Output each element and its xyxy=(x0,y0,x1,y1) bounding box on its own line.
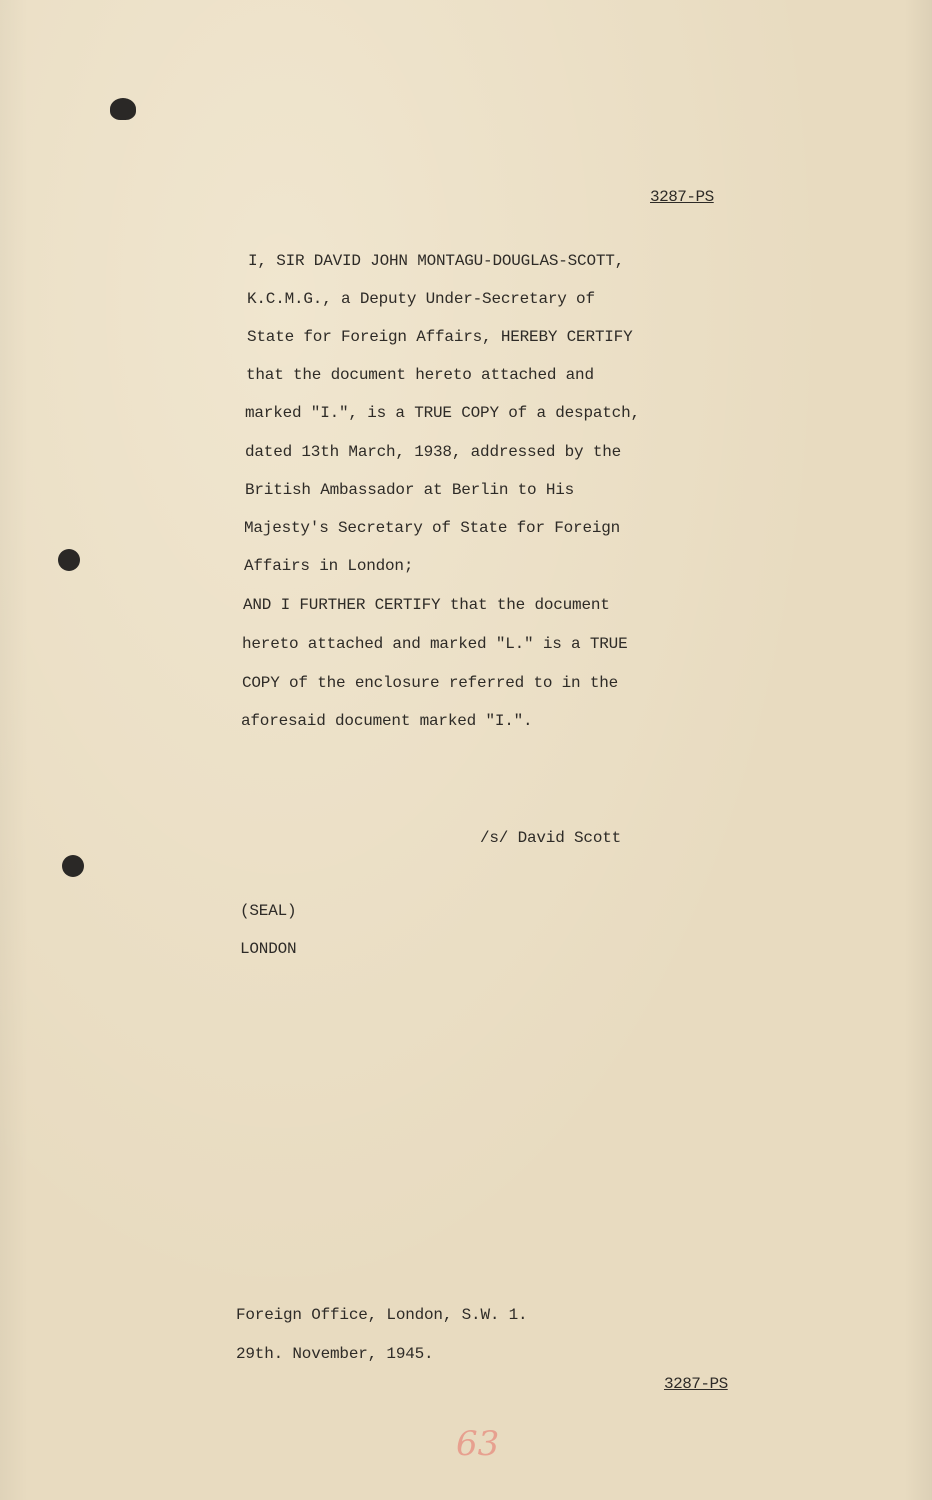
body-line: AND I FURTHER CERTIFY that the document xyxy=(243,596,610,614)
footer-address: Foreign Office, London, S.W. 1. xyxy=(236,1306,528,1324)
body-line: COPY of the enclosure referred to in the xyxy=(242,674,619,692)
body-line: marked "I.", is a TRUE COPY of a despatch, xyxy=(245,404,640,422)
body-line: K.C.M.G., a Deputy Under-Secretary of xyxy=(247,290,595,308)
body-line: Affairs in London; xyxy=(244,557,414,575)
seal-label: (SEAL) xyxy=(240,902,297,920)
punch-hole xyxy=(62,855,84,877)
seal-place: LONDON xyxy=(240,940,297,958)
body-line: I, SIR DAVID JOHN MONTAGU-DOUGLAS-SCOTT, xyxy=(248,252,625,270)
body-line: hereto attached and marked "L." is a TRUE xyxy=(242,635,628,653)
body-line: dated 13th March, 1938, addressed by the xyxy=(245,443,622,461)
pencil-page-number: 63 xyxy=(456,1424,500,1464)
document-reference-top: 3287-PS xyxy=(650,188,714,206)
punch-hole xyxy=(110,98,136,120)
footer-date: 29th. November, 1945. xyxy=(236,1345,434,1363)
document-reference-bottom: 3287-PS xyxy=(664,1375,728,1393)
body-line: State for Foreign Affairs, HEREBY CERTIFY xyxy=(247,328,633,346)
punch-hole xyxy=(58,549,80,571)
body-line: British Ambassador at Berlin to His xyxy=(245,481,575,499)
body-line: that the document hereto attached and xyxy=(246,366,594,384)
body-line: aforesaid document marked "I.". xyxy=(241,712,533,730)
body-line: Majesty's Secretary of State for Foreign xyxy=(244,519,621,537)
signature: /s/ David Scott xyxy=(480,829,622,847)
